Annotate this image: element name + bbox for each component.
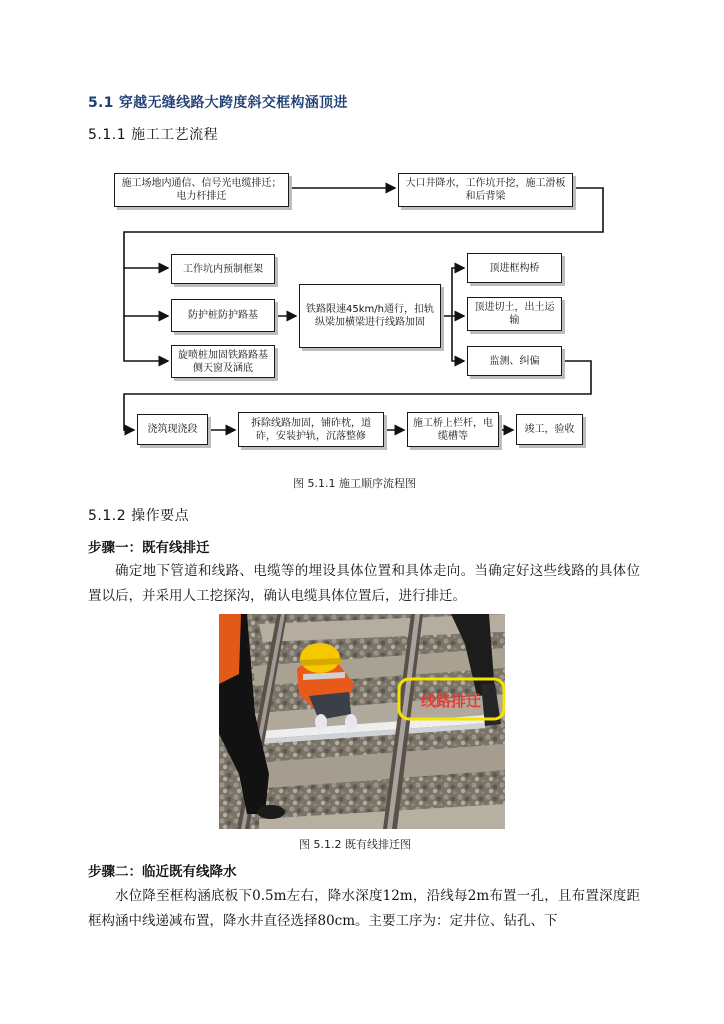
flow-box-jet-grouting: 旋喷桩加固铁路路基侧天窗及涵底 <box>171 345 275 378</box>
section-title: 5.1 穿越无缝线路大跨度斜交框构涵顶进 <box>88 95 348 111</box>
flow-box-dewatering: 大口井降水，工作坑开挖，施工滑板和后背梁 <box>398 173 573 207</box>
flow-box-completion: 竣工，验收 <box>516 414 583 445</box>
flow-box-monitoring: 监测、纠偏 <box>467 346 562 376</box>
step-one-paragraph: 确定地下管道和线路、电缆等的埋设具体位置和具体走向。当确定好这些线路的具体位置以后，并采用人工挖探沟，确认电缆具体位置后，进行排迁。 <box>88 563 640 604</box>
flow-box-jacking: 顶进框构桥 <box>467 253 562 283</box>
railway-cable-relocation-photo <box>219 614 505 829</box>
flow-box-cast-section: 浇筑现浇段 <box>137 414 208 445</box>
step-one-title: 步骤一：既有线排迁 <box>88 540 210 556</box>
flow-box-track-reinforcement: 铁路限速45km/h通行，扣轨纵梁加横梁进行线路加固 <box>299 284 441 348</box>
photo-label: 线路排迁 <box>420 692 482 710</box>
flow-box-cable-relocation: 施工场地内通信、信号光电缆排迁；电力杆排迁 <box>114 173 289 207</box>
flowchart-connectors <box>0 0 724 470</box>
step-two-title: 步骤二：临近既有线降水 <box>88 864 237 880</box>
subsection-key-points: 5.1.2 操作要点 <box>88 508 190 524</box>
flow-box-remove-reinforcement: 拆除线路加固，铺砟枕，道砟，安装护轨，沉落整修 <box>238 412 384 447</box>
flow-box-protection-pile: 防护桩防护路基 <box>171 299 275 332</box>
flow-box-railings: 施工桥上栏杆，电缆槽等 <box>407 412 499 447</box>
subsection-process-flow: 5.1.1 施工工艺流程 <box>88 127 219 143</box>
figure-caption-flow: 图 5.1.1 施工顺序流程图 <box>293 477 416 490</box>
figure-caption-photo: 图 5.1.2 既有线排迁图 <box>299 838 411 851</box>
step-two-paragraph: 水位降至框构涵底板下0.5m左右，降水深度12m，沿线每2m布置一孔，且布置深度距框构涵中线递减布置，降水井直径选择80cm。主要工序为：定井位、钻孔、下 <box>88 888 640 929</box>
flow-box-soil-removal: 顶进切土，出土运输 <box>467 297 562 331</box>
flow-box-prefab-frame: 工作坑内预制框架 <box>171 254 275 284</box>
